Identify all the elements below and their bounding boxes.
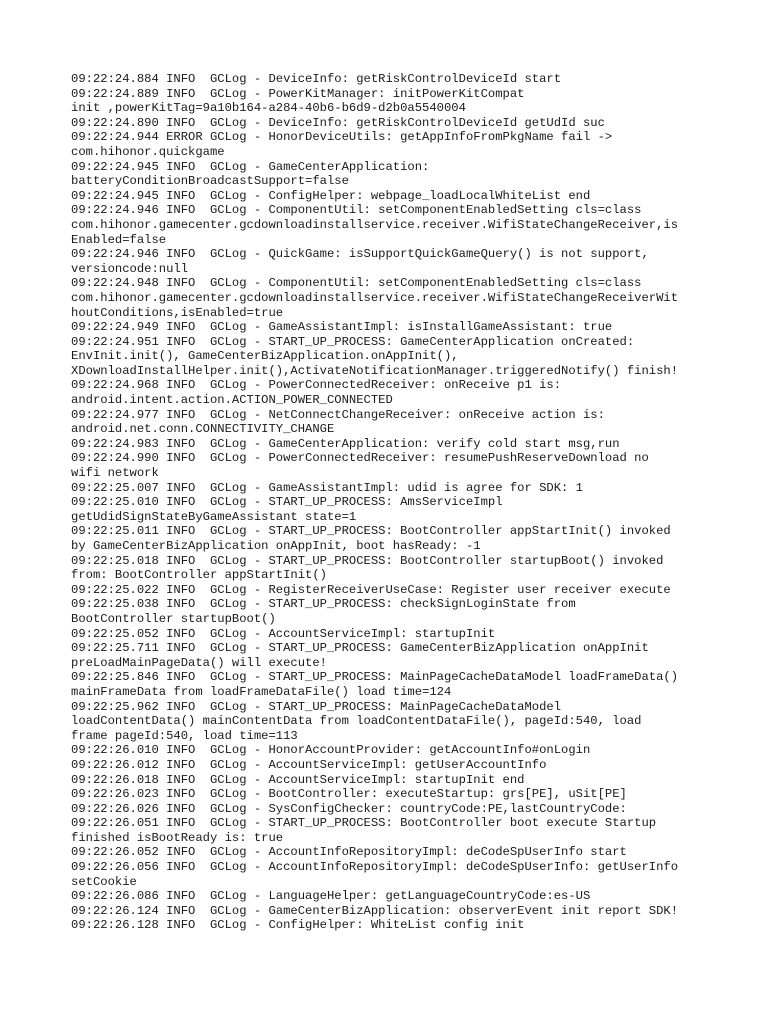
log-line: getUdidSignStateByGameAssistant state=1 [71,509,357,524]
log-line: Enabled=false [71,232,167,247]
log-line: 09:22:24.946 INFO GCLog - QuickGame: isSupportQuickGameQuery() is not support, [71,247,649,262]
log-line: android.net.conn.CONNECTIVITY_CHANGE [71,422,335,437]
log-line: 09:22:24.945 INFO GCLog - GameCenterApplication: [71,159,430,174]
log-line: init ,powerKitTag=9a10b164-a284-40b6-b6d9-d2b0a5540004 [71,101,466,116]
log-line: setCookie [71,874,137,889]
log-line: 09:22:25.052 INFO GCLog - AccountServiceImpl: startupInit [71,626,496,641]
log-line: by GameCenterBizApplication onAppInit, boot hasReady: -1 [71,539,481,553]
log-line: from: BootController appStartInit() [71,568,327,583]
log-line: 09:22:24.949 INFO GCLog - GameAssistantImpl: isInstallGameAssistant: true [71,320,613,335]
log-line: 09:22:24.948 INFO GCLog - ComponentUtil: setComponentEnabledSetting cls=class [71,276,642,291]
log-line: 09:22:25.010 INFO GCLog - START_UP_PROCESS: AmsServiceImpl [71,495,503,510]
log-line: android.intent.action.ACTION_POWER_CONNECTED [71,393,393,408]
log-line: 09:22:24.944 ERROR GCLog - HonorDeviceUtils: getAppInfoFromPkgName fail -> [71,130,613,145]
log-line: BootController startupBoot() [71,611,276,626]
log-line: loadContentData() mainContentData from loadContentDataFile(), pageId:540, load [71,714,642,729]
log-line: 09:22:24.889 INFO GCLog - PowerKitManager: initPowerKitCompat [71,86,525,101]
log-line: 09:22:25.846 INFO GCLog - START_UP_PROCESS: MainPageCacheDataModel loadFrameData() [71,670,679,685]
log-line: 09:22:25.022 INFO GCLog - RegisterReceiverUseCase: Register user receiver execute [71,582,671,597]
log-line: com.hihonor.quickgame [71,144,225,159]
log-line: 09:22:26.012 INFO GCLog - AccountServiceImpl: getUserAccountInfo [71,757,547,772]
log-line: com.hihonor.gamecenter.gcdownloadinstallservice.receiver.WifiStateChangeReceiver,is [71,217,679,232]
log-line: 09:22:26.051 INFO GCLog - START_UP_PROCESS: BootController boot execute Startup [71,816,657,831]
log-line: preLoadMainPageData() will execute! [71,655,327,670]
log-line: 09:22:26.010 INFO GCLog - HonorAccountProvider: getAccountInfo#onLogin [71,743,591,758]
log-line: mainFrameData from loadFrameDataFile() load time=124 [71,684,452,699]
log-line: versioncode:null [71,261,189,276]
log-line: houtConditions,isEnabled=true [71,305,284,320]
log-line: 09:22:24.968 INFO GCLog - PowerConnectedReceiver: onReceive p1 is: [71,378,562,393]
log-line: 09:22:26.086 INFO GCLog - LanguageHelper: getLanguageCountryCode:es-US [71,889,591,904]
log-line: com.hihonor.gamecenter.gcdownloadinstallservice.receiver.WifiStateChangeReceiverWit [71,290,679,305]
log-line: 09:22:26.128 INFO GCLog - ConfigHelper: WhiteList config init [71,918,525,933]
log-line: 09:22:26.124 INFO GCLog - GameCenterBizApplication: observerEvent init report SDK! [71,903,679,918]
log-line: 09:22:24.945 INFO GCLog - ConfigHelper: webpage_loadLocalWhiteList end [71,188,591,203]
log-line: 09:22:26.052 INFO GCLog - AccountInfoRepositoryImpl: deCodeSpUserInfo start [71,845,627,860]
log-line: 09:22:25.011 INFO GCLog - START_UP_PROCESS: BootController appStartInit() invoked [71,524,671,539]
log-line: 09:22:24.951 INFO GCLog - START_UP_PROCESS: GameCenterApplication onCreated: [71,334,635,349]
log-line: finished isBootReady is: true [71,830,284,845]
log-line: 09:22:24.990 INFO GCLog - PowerConnectedReceiver: resumePushReserveDownload no [71,451,649,466]
log-line: 09:22:24.977 INFO GCLog - NetConnectChangeReceiver: onReceive action is: [71,407,605,422]
log-line: batteryConditionBroadcastSupport=false [71,174,349,189]
log-line: frame pageId:540, load time=113 [71,728,298,743]
log-line: 09:22:24.890 INFO GCLog - DeviceInfo: getRiskControlDeviceId getUdId suc [71,115,605,130]
log-line: 09:22:24.884 INFO GCLog - DeviceInfo: getRiskControlDeviceId start [71,72,562,86]
log-line: 09:22:26.056 INFO GCLog - AccountInfoRepositoryImpl: deCodeSpUserInfo: getUserInfo [71,860,679,875]
log-line: 09:22:26.023 INFO GCLog - BootController: executeStartup: grs[PE], uSit[PE] [71,787,627,802]
log-line: 09:22:26.026 INFO GCLog - SysConfigChecker: countryCode:PE,lastCountryCode: [71,801,627,816]
log-line: EnvInit.init(), GameCenterBizApplication.onAppInit(), [71,349,459,364]
log-line: 09:22:24.946 INFO GCLog - ComponentUtil: setComponentEnabledSetting cls=class [71,203,642,218]
log-line: 09:22:25.962 INFO GCLog - START_UP_PROCESS: MainPageCacheDataModel [71,699,562,714]
log-line: 09:22:24.983 INFO GCLog - GameCenterApplication: verify cold start msg,run [71,436,620,451]
log-line: 09:22:25.038 INFO GCLog - START_UP_PROCESS: checkSignLoginState from [71,597,576,612]
log-line: XDownloadInstallHelper.init(),ActivateNotificationManager.triggeredNotify() finish! [71,363,679,378]
log-line: 09:22:25.007 INFO GCLog - GameAssistantImpl: udid is agree for SDK: 1 [71,480,583,495]
log-text-body [71,72,701,933]
log-line: 09:22:26.018 INFO GCLog - AccountServiceImpl: startupInit end [71,772,525,787]
log-line: 09:22:25.018 INFO GCLog - START_UP_PROCESS: BootController startupBoot() invoked [71,553,664,568]
log-line: wifi network [71,466,159,481]
log-line: 09:22:25.711 INFO GCLog - START_UP_PROCESS: GameCenterBizApplication onAppInit [71,641,649,656]
